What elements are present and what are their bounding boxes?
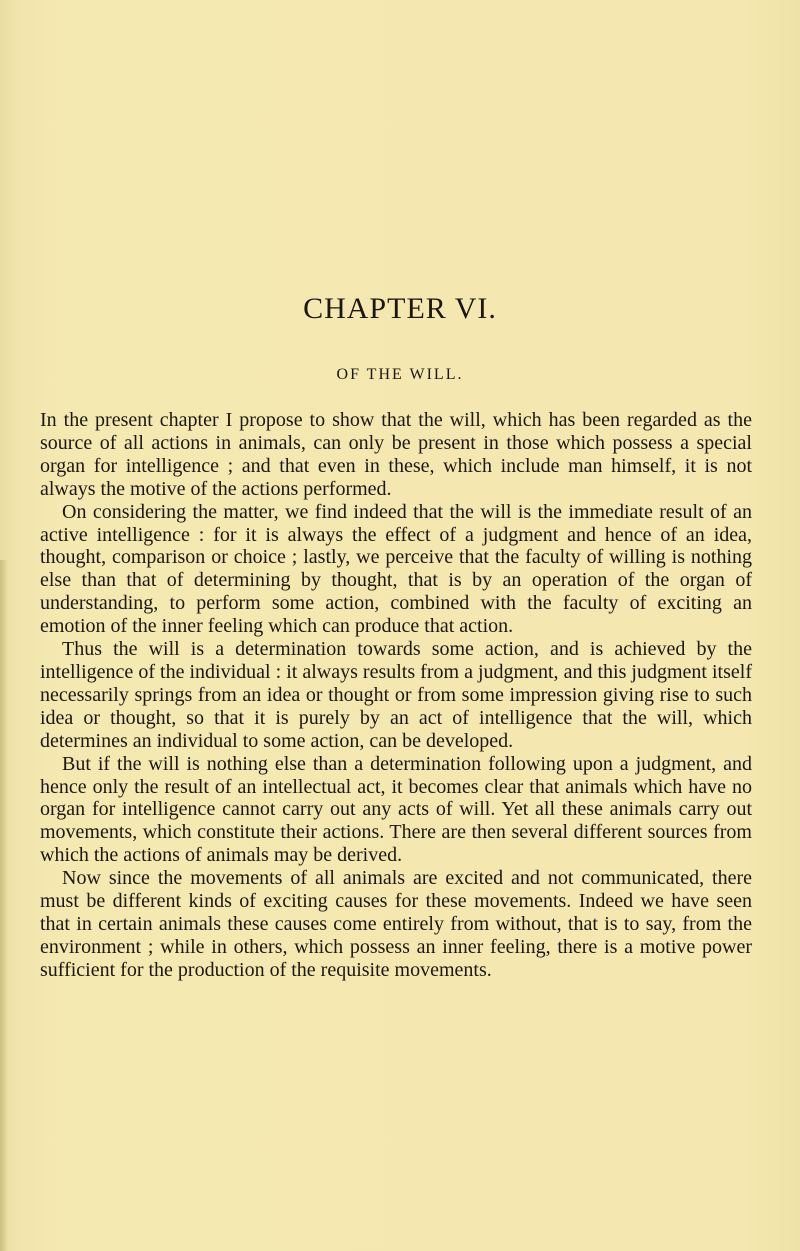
page-gutter-shadow [0, 560, 8, 1251]
paragraph: On considering the matter, we find indeed that the will is the immediate result of an active intelligence : for it is always the effect of a judgment and hence of an idea, thought, comparison or choice ; lastly, we perceive that the faculty of willing is nothing else than that of determining by thought, that is by an operation of the organ of understanding, to perform some action, combined with the faculty of exciting an emotion of the inner feeling which can produce that action. [40, 500, 752, 638]
chapter-subtitle: OF THE WILL. [336, 366, 464, 383]
chapter-title: CHAPTER VI. [303, 292, 497, 325]
chapter-body [40, 409, 752, 982]
paragraph: But if the will is nothing else than a determination following upon a judgment, and hence only the result of an intellectual act, it becomes clear that animals which have no organ for intelligence cannot carry out any acts of will. Yet all these animals carry out movements, which constitute their actions. There are then several different sources from which the actions of animals may be derived. [40, 752, 752, 867]
paragraph: Thus the will is a determination towards some action, and is achieved by the intelligence of the individual : it always results from a judgment, and this judgment itself necessarily springs from an idea or thought or from some impression giving rise to such idea or thought, so that it is purely by an act of intelligence that the will, which determines an individual to some action, can be developed. [40, 638, 752, 752]
paragraph: Now since the movements of all animals are excited and not communicated, there must be different kinds of exciting causes for these movements. Indeed we have seen that in certain animals these causes come entirely from without, that is to say, from the environment ; while in others, which possess an inner feeling, there is a motive power sufficient for the production of the requisite movements. [40, 867, 752, 981]
paragraph: In the present chapter I propose to show that the will, which has been regarded as the source of all actions in animals, can only be present in those which possess a special organ for intelligence ; and that even in these, which include man himself, it is not always the motive of the actions performed. [40, 409, 752, 500]
